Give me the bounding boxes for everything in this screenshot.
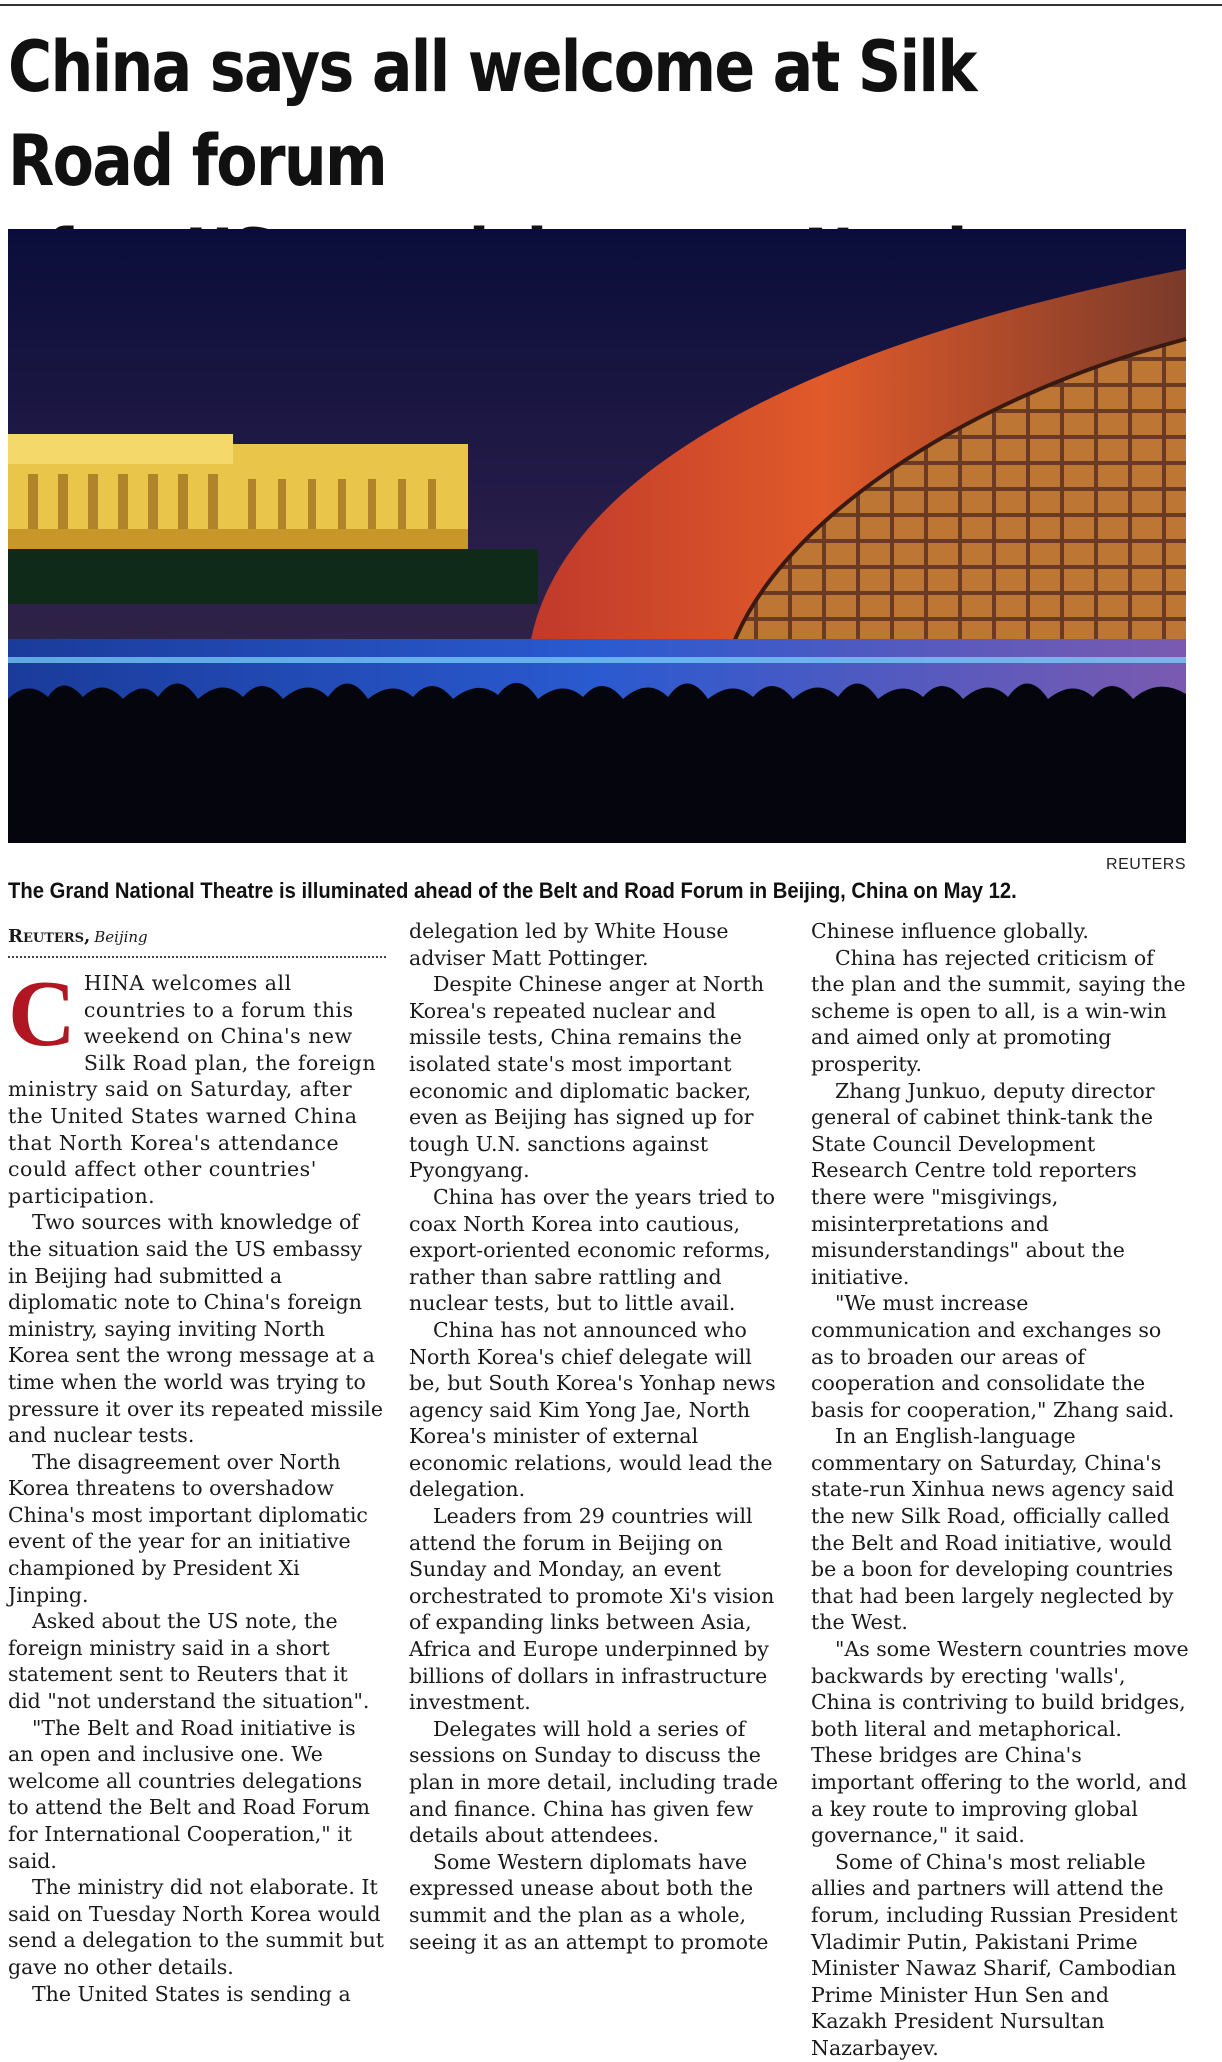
headline-line-1: China says all welcome at Silk Road forum: [8, 26, 976, 202]
paragraph: Delegates will hold a series of sessions on Sunday to discuss the plan in more detail, including trade and finance. China has given few details about attendees.: [409, 1716, 779, 1848]
article-photo: [8, 229, 1186, 843]
theatre-night-illustration: [8, 229, 1186, 843]
lead-paragraph: [8, 962, 386, 1209]
byline-agency: Reuters,: [8, 926, 91, 947]
photo-credit: REUTERS: [1106, 856, 1186, 873]
drop-cap: C: [8, 962, 76, 1066]
byline-place: Beijing: [94, 928, 148, 946]
paragraph: Some of China's most reliable allies and partners will attend the forum, including Russian President Vladimir Putin, Pakistani Prime Minister Nawaz Sharif, Cambodian Prime Minister Hun Sen and Kazakh President Nursultan Nazarbayev.: [811, 1849, 1178, 2060]
paragraph: China has rejected criticism of the plan and the summit, saying the scheme is open to all, is a win-win and aimed only at promoting prosperity.: [811, 945, 1186, 1076]
paragraph: Asked about the US note, the foreign ministry said in a short statement sent to Reuters that it did "not understand the situation".: [8, 1609, 370, 1714]
paragraph: "As some Western countries move backwards by erecting 'walls', China is contriving to build bridges, both literal and metaphorical. These bridges are China's important offering to the world, and a key route to improving global governance," it said.: [811, 1637, 1189, 1848]
paragraph: China has over the years tried to coax North Korea into cautious, export-oriented economic reforms, rather than sabre rattling and nuclear tests, but to little avail.: [409, 1184, 776, 1316]
paragraph-text: HINA welcomes all countries to a forum this weekend on China's new Silk Road plan, the foreign ministry said on Saturday, after the United States warned China that North Korea's attendance could affect other countries' participation.: [8, 971, 377, 1208]
paragraph: Chinese influence globally.: [811, 919, 1089, 943]
paragraph: delegation led by White House adviser Matt Pottinger.: [409, 919, 729, 970]
article-column-1: [8, 918, 386, 2007]
paragraph: China has not announced who North Korea's chief delegate will be, but South Korea's Yonhap news agency said Kim Yong Jae, North Korea's minister of external economic relations, would lead the delegation.: [409, 1317, 776, 1502]
paragraph: Despite Chinese anger at North Korea's repeated nuclear and missile tests, China remains the isolated state's most important economic and diplomatic backer, even as Beijing has signed up for tough U.N. sanctions against Pyongyang.: [409, 972, 765, 1183]
article-column-2: [409, 918, 787, 1955]
article-column-3: [811, 918, 1189, 2062]
photo-caption: The Grand National Theatre is illuminated ahead of the Belt and Road Forum in Beijing, China on May 12.: [8, 878, 1017, 903]
top-rule: [0, 4, 1222, 6]
paragraph: Zhang Junkuo, deputy director general of cabinet think-tank the State Council Development Research Centre told reporters there were "misgivings, misinterpretations and misunderstandings" about the initiative.: [811, 1078, 1155, 1289]
paragraph: The disagreement over North Korea threatens to overshadow China's most important diplomatic event of the year for an initiative championed by President Xi Jinping.: [8, 1449, 368, 1607]
byline: [8, 924, 386, 956]
paragraph: Leaders from 29 countries will attend the forum in Beijing on Sunday and Monday, an event orchestrated to promote Xi's vision of expanding links between Asia, Africa and Europe underpinned by billions of dollars in infrastructure investment.: [409, 1504, 775, 1715]
paragraph: "The Belt and Road initiative is an open and inclusive one. We welcome all countries delegations to attend the Belt and Road Forum for International Cooperation," it said.: [8, 1715, 370, 1873]
paragraph: "We must increase communication and exchanges so as to broaden our areas of cooperation and consolidate the basis for cooperation," Zhang said.: [811, 1291, 1175, 1422]
paragraph: In an English-language commentary on Saturday, China's state-run Xinhua news agency said the new Silk Road, officially called the Belt and Road initiative, would be a boon for developing countries that had been largely neglected by the West.: [811, 1424, 1175, 1635]
paragraph: Two sources with knowledge of the situation said the US embassy in Beijing had submitted a diplomatic note to China's foreign ministry, saying inviting North Korea sent the wrong message at a time when the world was trying to pressure it over its repeated missile and nuclear tests.: [8, 1210, 383, 1448]
paragraph: The ministry did not elaborate. It said on Tuesday North Korea would send a delegation to the summit but gave no other details.: [8, 1875, 385, 1979]
paragraph: The United States is sending a: [32, 1981, 351, 2006]
paragraph: Some Western diplomats have expressed unease about both the summit and the plan as a whole, seeing it as an attempt to promote: [409, 1849, 769, 1954]
byline-divider: [8, 956, 386, 958]
